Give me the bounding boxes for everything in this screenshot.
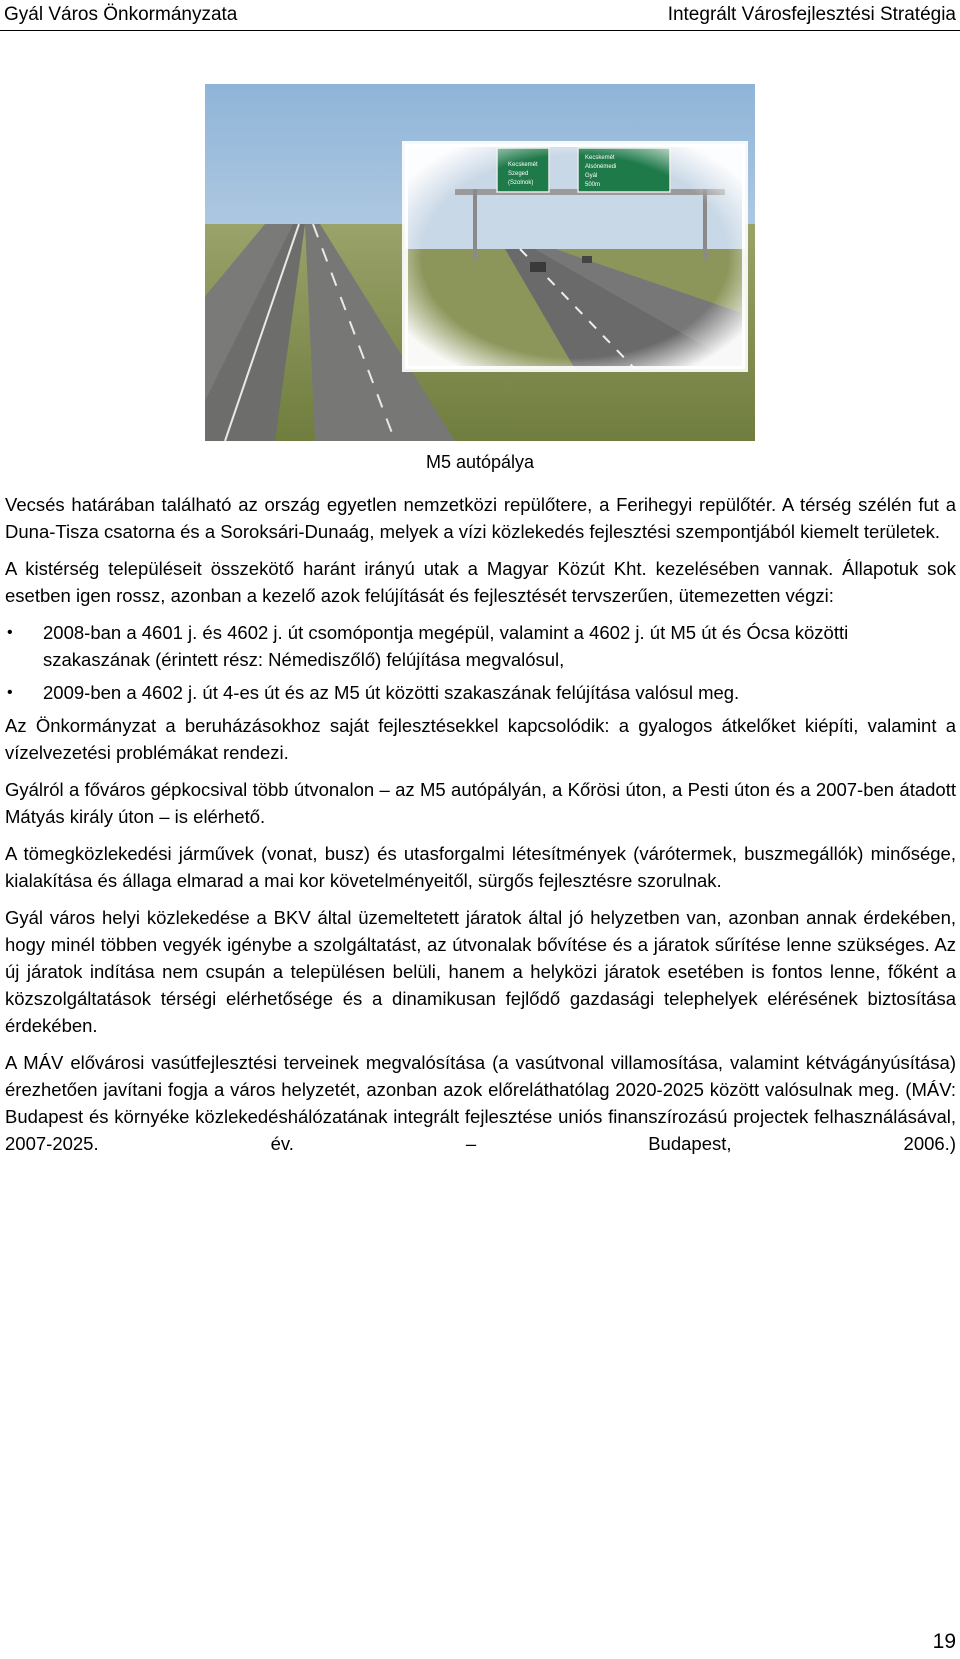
document-body xyxy=(5,491,956,1167)
bullet-icon: • xyxy=(7,684,13,701)
bullet-icon: • xyxy=(7,624,13,641)
road-works-list xyxy=(5,619,956,706)
paragraph-railway: A MÁV elővárosi vasútfejlesztési terveinek megvalósítása (a vasútvonal villamosítása, valamint kétvágányúsítása) érezhetően javítani fogja a város helyzetét, azonban azok előreláthatólag 2020-2025 között valósulnak meg. (MÁV: Budapest és környéke közlekedéshálózatának integrált fejlesztése uniós finanszírozású projectek felhasználásával, 2007-2025. év. – Budapest, 2006.) xyxy=(5,1052,956,1154)
paragraph-municipality: Az Önkormányzat a beruházásokhoz saját fejlesztésekkel kapcsolódik: a gyalogos átkelőket kiépíti, valamint a vízelvezetési problémákat rendezi. xyxy=(5,715,956,763)
list-item: • 2009-ben a 4602 j. út 4-es út és az M5 út közötti szakaszának felújítása valósul meg. xyxy=(5,679,956,706)
page-number: 19 xyxy=(932,1630,956,1653)
header-organization: Gyál Város Önkormányzata xyxy=(4,4,238,25)
paragraph-airport: Vecsés határában található az ország egyetlen nemzetközi repülőtere, a Ferihegyi repülőtér. A térség szélén fut a Duna-Tisza csatorna és a Soroksári-Dunaág, melyek a vízi közlekedés fejlesztési szempontjából kiemelt területek. xyxy=(5,494,956,542)
figure-caption: M5 autópálya xyxy=(425,452,535,472)
inset-photo xyxy=(405,144,745,369)
sign-text: Gyál xyxy=(585,173,598,179)
sign-text: 500m xyxy=(585,182,601,188)
motorway-photo xyxy=(205,84,755,441)
paragraph-local-transport: Gyál város helyi közlekedése a BKV által üzemeltetett járatok által jó helyzetben van, azonban annak érdekében, hogy minél többen vegyék igénybe a szolgáltatást, az útvonalak bővítése és a járatok sűrítése lenne szükséges. Az új járatok indítása nem csupán a településen belüli, hanem a helyközi járatok esetében is fontos lenne, főként a közszolgáltatások térségi elérhetősége és a dinamikusan fejlődő gazdasági telephelyek elérésének biztosítása érdekében. xyxy=(5,907,956,1036)
header-document-title: Integrált Városfejlesztési Stratégia xyxy=(667,4,956,25)
page-header xyxy=(0,0,960,31)
list-item: • 2008-ban a 4601 j. és 4602 j. út csomópontja megépül, valamint a 4602 j. út M5 út és Ócsa közötti szakaszának (érintett rész: Némediszőlő) felújítása megvalósul, xyxy=(5,619,956,673)
paragraph-roads: A kistérség településeit összekötő haránt irányú utak a Magyar Közút Kht. kezelésében vannak. Állapotuk sok esetben igen rossz, azonban a kezelő azok felújítását és fejlesztését tervszerűen, ütemezetten végzi: xyxy=(5,558,956,606)
sign-text: (Szolnok) xyxy=(508,180,534,186)
sign-text: Alsónémedi xyxy=(585,164,617,170)
sign-text: Szeged xyxy=(508,171,529,177)
paragraph-routes: Gyálról a főváros gépkocsival több útvonalon – az M5 autópályán, a Kőrösi úton, a Pesti úton és a 2007-ben átadott Mátyás király úton – is elérhető. xyxy=(5,779,956,827)
paragraph-public-transport: A tömegközlekedési járművek (vonat, busz) és utasforgalmi létesítmények (várótermek, buszmegállók) minősége, kialakítása és állaga elmarad a mai kor követelményeitől, sürgős fejlesztésre szorulnak. xyxy=(5,843,956,891)
sign-text: Kecskemét xyxy=(508,162,538,168)
sign-text: Kecskemét xyxy=(585,155,615,161)
